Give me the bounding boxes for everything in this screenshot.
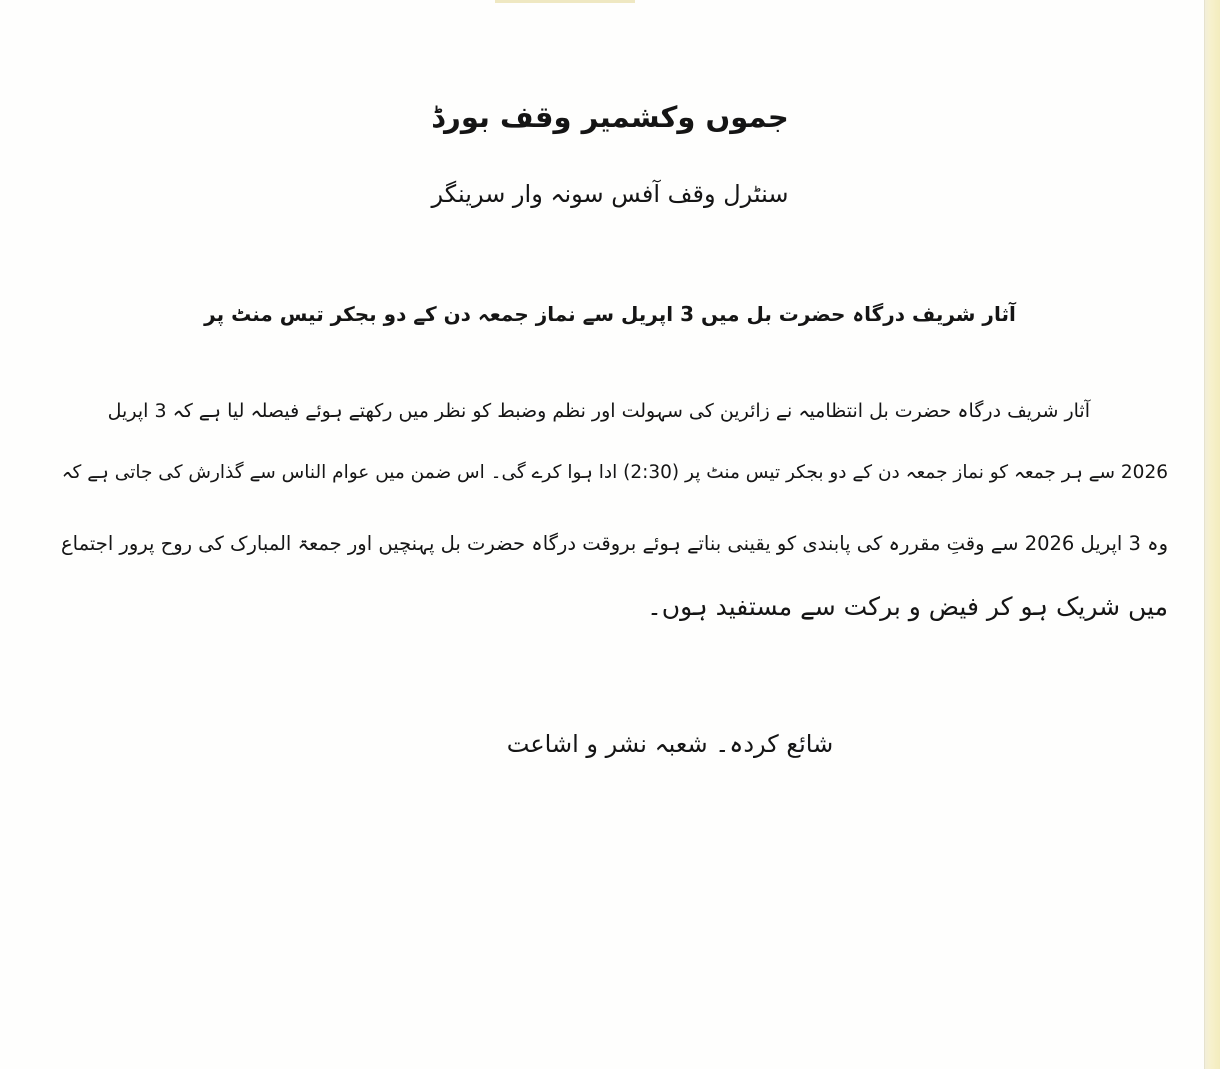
top-edge-mark (495, 0, 635, 3)
document-subtitle: سنٹرل وقف آفس سونہ وار سرینگر (431, 180, 789, 208)
publisher-signature: شائع کردہ۔ شعبہ نشر و اشاعت (506, 730, 834, 758)
document-title: جموں وکشمیر وقف بورڈ (431, 100, 789, 134)
body-line-2: 2026 سے ہر جمعہ کو نماز جمعہ دن کے دو بجکر تیس منٹ پر (2:30) ادا ہوا کرے گی۔ اس ضمن میں عوام الناس سے گذارش کی جاتی ہے کہ (61, 462, 1168, 483)
notice-headline: آثار شریف درگاہ حضرت بل میں 3 اپریل سے نماز جمعہ دن کے دو بجکر تیس منٹ پر (204, 302, 1016, 326)
body-line-4: میں شریک ہو کر فیض و برکت سے مستفید ہوں۔ (647, 592, 1168, 621)
body-line-3: وہ 3 اپریل 2026 سے وقتِ مقررہ کی پابندی کو یقینی بناتے ہوئے بروقت درگاہ حضرت بل پہنچیں اور جمعۃ المبارک کی روح پرور اجتماع (61, 532, 1168, 555)
body-line-1: آثار شریف درگاہ حضرت بل انتظامیہ نے زائرین کی سہولت اور نظم وضبط کو نظر میں رکھتے ہوئے فیصلہ لیا ہے کہ 3 اپریل (107, 400, 1090, 422)
paper-edge-strip (1204, 0, 1220, 1069)
